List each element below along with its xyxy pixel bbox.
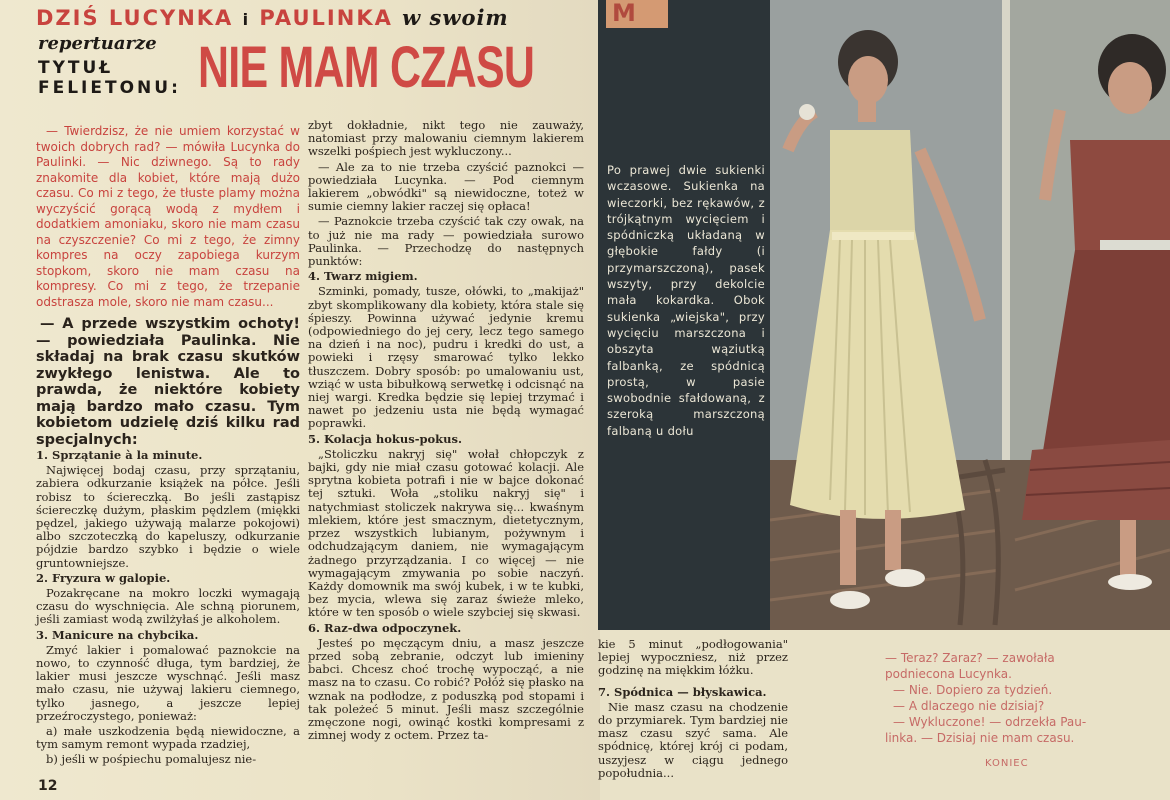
header-repertuarze: repertuarze: [38, 33, 157, 54]
text-column-1: [36, 124, 300, 769]
header-felietonu: FELIETONU:: [38, 78, 181, 98]
header-paulinka: PAULINKA: [259, 6, 393, 30]
section-text-3c: b) jeśli w pośpiechu pomalujesz nie-: [46, 752, 257, 767]
header-lucynka: DZIŚ LUCYNKA: [36, 6, 234, 30]
section-text-3b: a) małe uszkodzenia będą niewidoczne, a tym samym remont wypada rzadziej,: [36, 724, 300, 752]
col2-paragraph-1: zbyt dokładnie, nikt tego nie zauważy, natomiast przy malowaniu ciemnym lakierem wszelki pośpiech jest wykluczony...: [308, 118, 584, 159]
section-text-4: Szminki, pomady, tusze, ołówki, to „makijaż" zbyt skomplikowany dla kobiety, która stale się śpieszy. Powinna używać jedynie kremu (odpowiedniego do jej cery, lecz tego samego na dzień i na noc), pudru i kredki do ust, a powieki i rzęsy smarować tylko lekko tłuszczem. Dobry sposób: po umalowaniu ust, wziąć w usta bibułkową serwetkę i odcisnąć na niej wargi. Kredka będzie się lepiej trzymać i nawet po jedzeniu usta nie będą wymagać poprawki.: [308, 284, 584, 431]
page-number: 12: [38, 778, 58, 794]
header-tytul: TYTUŁ: [38, 58, 114, 78]
dialogue-line: — Nie. Dopiero za tydzień.: [893, 683, 1053, 697]
text-column-3: [598, 638, 788, 782]
section-text-7: Nie masz czasu na chodzenie do przymiarek. Tym bardziej nie masz czasu szyć sama. Ale spódnicę, której krój ci podam, uszyjesz w ciągu jednego popołudnia...: [598, 699, 788, 780]
header-tytul-felietonu: [38, 58, 181, 98]
section-text-1: Najwięcej bodaj czasu, przy sprzątaniu, zabiera odkurzanie książek na półce. Jeśli robisz to ściereczką. Bo jeśli zastąpisz ściereczkę dużym, płaskim pędzlem (miękki pędzel, jakiego używają malarze pokojowi) albo szczoteczką do kapeluszy, odkurzanie pójdzie bardzo szybko i będzie o wiele gruntowniejsze.: [36, 463, 300, 570]
dialogue-line: — Teraz? Zaraz? — zawołała: [885, 651, 1055, 665]
dialogue-line: — A dlaczego nie dzisiaj?: [893, 699, 1045, 713]
col2-paragraph-2: — Ale za to nie trzeba czyścić paznokci — powiedziała Lucynka. — Pod ciemnym lakierem „obwódki" są niewidoczne, toteż w sumie ciemny lakier raczej się opłaca!: [308, 159, 584, 214]
col3-paragraph-1: kie 5 minut „podłogowania" lepiej wypoczniesz, niż przez godzinę na miękkim łóżku.: [598, 637, 788, 678]
section-heading-1: 1. Sprzątanie à la minute.: [36, 448, 203, 462]
dialogue-line: — Wykluczone! — odrzekła Pau-: [893, 715, 1087, 729]
section-text-6: Jesteś po męczącym dniu, a masz jeszcze przed sobą zebranie, odczyt lub imieniny babci. Chcesz choć trochę wypocząć, a nie masz na to czasu. Co robić? Połóż się płasko na wznak na podłodze, z poduszką pod stopami i tak poleżeć 5 minut. Jeśli masz szczególnie zmęczone nogi, owinąć kostki kompresami z zimnej wody z octem. Przez ta-: [308, 635, 584, 743]
col2-paragraph-3: — Paznokcie trzeba czyścić tak czy owak, na to już nie ma rady — powiedziała surowo Paulinka. — Przechodzę do następnych punktów:: [308, 214, 584, 269]
header-i: i: [242, 10, 251, 29]
section-heading-6: 6. Raz-dwa odpoczynek.: [308, 620, 462, 635]
page-title: NIE MAM CZASU: [198, 35, 535, 100]
section-text-3a: Zmyć lakier i pomalować paznokcie na nowo, to czynność długa, tym bardziej, że lakier musi jeszcze wyschnąć. Jeśli masz mało czasu, nie używaj lakieru ciemnego, tylko jasnego, a jeszcze lepiej przeźroczystego, ponieważ:: [36, 642, 300, 723]
section-heading-3: 3. Manicure na chybcika.: [36, 627, 199, 642]
section-text-2: Pozakręcane na mokro loczki wymagają czasu do wyschnięcia. Ale schną piorunem, jeśli zamiast wodą zwilżyłaś je alkoholem.: [36, 586, 300, 627]
corner-label: M: [606, 0, 668, 28]
header-w-swoim: w swoim: [402, 5, 509, 30]
intro-big-text: — A przede wszystkim ochoty! — powiedziała Paulinka. Nie składaj na brak czasu skutków zwykłego lenistwa. Ale to prawda, że niektóre kobiety mają bardzo mało czasu. Tym kobietom udzielę dziś kilku rad specjalnych:: [36, 316, 300, 448]
closing-dialogue: [885, 650, 1145, 746]
section-text-5: „Stoliczku nakryj się" wołał chłopczyk z bajki, gdy nie miał czasu gotować kolacji. Ale sprytna kobieta potrafi i nie w bajce dokonać tej sztuki. Woła „stoliku nakryj się" i natychmiast stoliczek nakrywa się... kwaśnym mlekiem, które jest smacznym, dietetycznym, przez wszystkich lubianym, pożywnym i odchudzającym daniem, nie wymagającym żadnego przyrządzania. I co więcej — nie wymagającym zmywania po sobie naczyń. Każdy domownik ma swój kubek, i w te kubki, bez mycia, wlewa się zaraz świeże mleko, które w ten sposób o wiele szybciej się skwasi.: [308, 446, 584, 620]
dialogue-line: linka. — Dzisiaj nie mam czasu.: [885, 731, 1075, 745]
end-mark: KONIEC: [985, 758, 1029, 769]
section-heading-4: 4. Twarz migiem.: [308, 269, 418, 284]
fashion-photo-illustration: [770, 0, 1170, 630]
intro-big-paragraph: [36, 316, 300, 448]
header-line-1: [36, 5, 509, 30]
section-heading-7: 7. Spódnica — błyskawica.: [598, 684, 767, 699]
fashion-photo: [770, 0, 1170, 630]
section-heading-2: 2. Fryzura w galopie.: [36, 570, 171, 585]
photo-caption: Po prawej dwie sukienki wczasowe. Sukienka na wieczorki, bez rękawów, z trójkątnym wycięciem i spódniczką układaną w głębokie fałdy (i przymarszczoną), pasek wszyty, przy dekolcie mała kokardka. Obok sukienka „wiejska", przy wycięciu marszczona i obszyta wąziutką falbanką, ze spódnicą prostą, w pasie swobodnie sfałdowaną, z szeroką marszczoną falbaną u dołu: [607, 163, 765, 438]
text-column-2: [308, 119, 584, 744]
section-heading-5: 5. Kolacja hokus-pokus.: [308, 431, 462, 446]
intro-red-paragraph: [36, 124, 300, 310]
intro-red-text: — Twierdzisz, że nie umiem korzystać w twoich dobrych rad? — mówiła Lucynka do Paulinki. — Nic dziwnego. Są to rady znakomite dla kobiet, które mają dużo czasu. Co mi z tego, że tłuste plamy można wyczyścić gorącą wodą z mydłem i dodatkiem amoniaku, skoro nie mam czasu na czyszczenie? Co mi z tego, że zimny kompres na oczy zapobiega kurzym stopkom, skoro nie mam czasu na kompresy. Co mi z tego, że trzepanie odstrasza mole, skoro nie mam czasu...: [36, 124, 300, 309]
dialogue-line: podniecona Lucynka.: [885, 667, 1012, 681]
